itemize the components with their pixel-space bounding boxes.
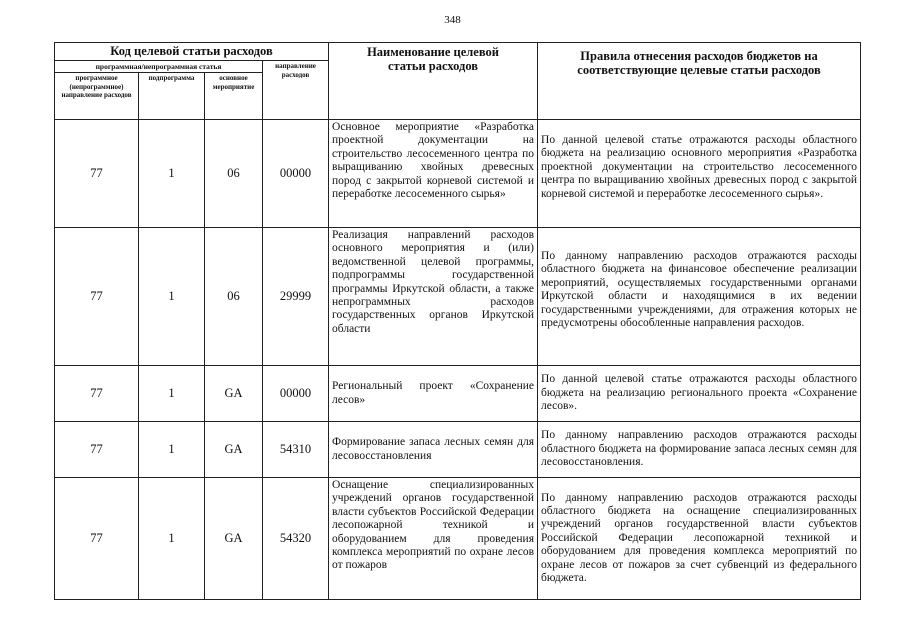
direction-code: 29999 <box>263 228 329 366</box>
program-code: 77 <box>55 120 139 228</box>
event-code: GA <box>205 478 263 600</box>
program-header: программное (непрограммное) направление расходов <box>55 73 139 120</box>
subprogram-code: 1 <box>139 422 205 478</box>
event-code: 06 <box>205 228 263 366</box>
page-number: 348 <box>444 14 461 26</box>
event-code: GA <box>205 366 263 422</box>
direction-code: 00000 <box>263 366 329 422</box>
table-row <box>55 228 861 366</box>
program-code: 77 <box>55 228 139 366</box>
program-code: 77 <box>55 422 139 478</box>
target-rule: По данной целевой статье отражаются расходы областного бюджета на реализацию основного мероприятия «Разработка проектной документации на строительство лесосеменного центра по выращиванию хвойных древесных пород с закрытой корневой системой и переработке лесосеменного сырья». <box>538 120 861 228</box>
subprogram-code: 1 <box>139 120 205 228</box>
table-row <box>55 478 861 600</box>
target-rule: По данной целевой статье отражаются расходы областного бюджета на реализацию регионального проекта «Сохранение лесов». <box>538 366 861 422</box>
budget-classification-table <box>54 42 861 600</box>
event-code: 06 <box>205 120 263 228</box>
direction-code: 54320 <box>263 478 329 600</box>
direction-header: направление расходов <box>263 61 329 120</box>
table-row <box>55 422 861 478</box>
program-group-header: программная/непрограммная статья <box>55 61 263 73</box>
subprogram-header: подпрограмма <box>139 73 205 120</box>
target-rule: По данному направлению расходов отражаются расходы областного бюджета на формирование запаса лесных семян для лесовосстановления. <box>538 422 861 478</box>
target-rule: По данному направлению расходов отражаются расходы областного бюджета на финансовое обеспечение реализации мероприятий, осуществляемых государственными органами Иркутской области и находящимися в их ведении государственными учреждениями, для отражения которых не предусмотрены обособленные направления расходов. <box>538 228 861 366</box>
target-name: Оснащение специализированных учреждений органов государственной власти субъектов Российской Федерации лесопожарной техникой и оборудованием для проведения комплекса мероприятий по охране лесов от пожаров <box>329 478 538 600</box>
target-rule: По данному направлению расходов отражаются расходы областного бюджета на оснащение специализированных учреждений органов государственной власти субъектов Российской Федерации лесопожарной техникой и оборудованием для проведения комплекса мероприятий по охране лесов от пожаров за счет субвенций из федерального бюджета. <box>538 478 861 600</box>
name-header: Наименование целевой статьи расходов <box>329 43 538 120</box>
program-code: 77 <box>55 366 139 422</box>
direction-code: 54310 <box>263 422 329 478</box>
subprogram-code: 1 <box>139 228 205 366</box>
table-row <box>55 120 861 228</box>
table-row <box>55 366 861 422</box>
event-code: GA <box>205 422 263 478</box>
subprogram-code: 1 <box>139 478 205 600</box>
direction-code: 00000 <box>263 120 329 228</box>
main-event-header: основное мероприятие <box>205 73 263 120</box>
subprogram-code: 1 <box>139 366 205 422</box>
target-name: Региональный проект «Сохранение лесов» <box>329 366 538 422</box>
program-code: 77 <box>55 478 139 600</box>
rules-header: Правила отнесения расходов бюджетов на соответствующие целевые статьи расходов <box>538 43 861 120</box>
target-name: Формирование запаса лесных семян для лесовосстановления <box>329 422 538 478</box>
target-name: Основное мероприятие «Разработка проектной документации на строительство лесосеменного центра по выращиванию хвойных древесных пород с закрытой корневой системой и переработке лесосеменного сырья» <box>329 120 538 228</box>
code-header: Код целевой статьи расходов <box>55 43 329 61</box>
target-name: Реализация направлений расходов основного мероприятия и (или) ведомственной целевой программы, подпрограммы государственной программы Иркутской области, а также непрограммных расходов государственных органов Иркутской области <box>329 228 538 366</box>
